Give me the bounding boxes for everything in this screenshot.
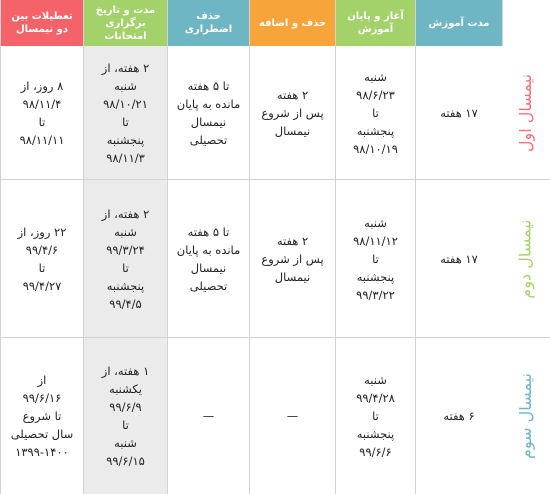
table-cell: تا ۵ هفته مانده به پایان نیمسال تحصیلی bbox=[167, 180, 249, 338]
table-cell: ۸ روز، از ۹۸/۱۱/۴ تا ۹۸/۱۱/۱۱ bbox=[0, 46, 83, 180]
table-cell: شنبه ۹۹/۴/۲۸ تا پنجشنبه ۹۹/۶/۶ bbox=[335, 338, 415, 494]
table-cell: ۲۲ روز، از ۹۹/۴/۶ تا ۹۹/۴/۲۷ bbox=[0, 180, 83, 338]
table-cell: ۱۷ هفته bbox=[415, 46, 502, 180]
table-cell: تا ۵ هفته مانده به پایان نیمسال تحصیلی bbox=[167, 46, 249, 180]
row-label-semester-2 bbox=[502, 180, 550, 338]
table-cell: ۲ هفته پس از شروع نیمسال bbox=[249, 46, 335, 180]
semester-2-title: نیمسال دوم bbox=[516, 218, 535, 299]
row-label-semester-3 bbox=[502, 338, 550, 494]
table-cell: ۱۷ هفته bbox=[415, 180, 502, 338]
table-cell: شنبه ۹۸/۶/۲۳ تا پنجشنبه ۹۸/۱۰/۱۹ bbox=[335, 46, 415, 180]
table-cell: ۲ هفته، از شنبه ۹۸/۱۰/۲۱ تا پنجشنبه ۹۸/۱۱/۳ bbox=[83, 46, 167, 180]
table-cell: ۶ هفته bbox=[415, 338, 502, 494]
table-cell: شنبه ۹۸/۱۱/۱۲ تا پنجشنبه ۹۹/۳/۲۲ bbox=[335, 180, 415, 338]
header-break: تعطیلات بین دو نیمسال bbox=[0, 0, 83, 46]
semester-3-title: نیمسال سوم bbox=[516, 373, 535, 459]
table-cell: — bbox=[167, 338, 249, 494]
semester-1-title: نیمسال اول bbox=[516, 73, 535, 152]
table-cell: ۱ هفته، از یکشنبه ۹۹/۶/۹ تا شنبه ۹۹/۶/۱۵ bbox=[83, 338, 167, 494]
table-cell: ۲ هفته پس از شروع نیمسال bbox=[249, 180, 335, 338]
header-add-drop: حذف و اضافه bbox=[249, 0, 335, 46]
header-start-end: آغاز و پایان آموزش bbox=[335, 0, 415, 46]
table-cell: از ۹۹/۶/۱۶ تا شروع سال تحصیلی ۱۳۹۹-۱۴۰۰ bbox=[0, 338, 83, 494]
header-emergency-drop: حذف اضطراری bbox=[167, 0, 249, 46]
table-cell: — bbox=[249, 338, 335, 494]
header-duration: مدت آموزش bbox=[415, 0, 502, 46]
table-corner bbox=[502, 0, 550, 46]
table-cell: ۲ هفته، از شنبه ۹۹/۳/۲۴ تا پنجشنبه ۹۹/۴/۵ bbox=[83, 180, 167, 338]
row-label-semester-1 bbox=[502, 46, 550, 180]
header-exams: مدت و تاریخ برگزاری امتحانات bbox=[83, 0, 167, 46]
